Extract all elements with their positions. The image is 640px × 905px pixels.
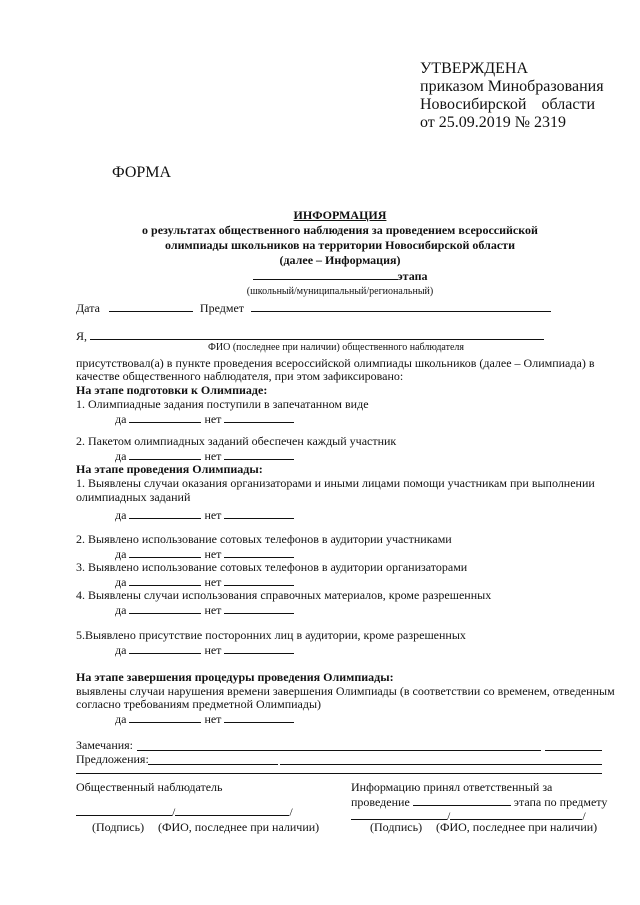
stage-hint: (школьный/муниципальный/региональный) <box>246 286 434 297</box>
prep-section-title: На этапе подготовки к Олимпиаде: <box>76 383 268 397</box>
observer-signature-title: Общественный наблюдатель <box>76 780 223 794</box>
prep-question-2: 2. Пакетом олимпиадных заданий обеспечен каждый участник <box>76 434 397 448</box>
yes-field[interactable] <box>129 448 201 460</box>
proposals-label: Предложения: <box>76 752 149 766</box>
title-line-3: олимпиады школьников на территории Новосибирской области <box>165 238 515 252</box>
observer-name-signature-field[interactable] <box>175 804 289 816</box>
no-field[interactable] <box>224 411 294 423</box>
finish-section-title: На этапе завершения процедуры проведения Олимпиады: <box>76 670 394 684</box>
i-label: Я, <box>76 329 88 343</box>
approval-region: Новосибирской области <box>420 96 595 113</box>
approval-status: УТВЕРЖДЕНА <box>420 60 529 77</box>
conduct-q1-answer: да нет <box>115 507 294 522</box>
no-field[interactable] <box>224 711 294 723</box>
receiver-signature-hint: (Подпись) <box>370 820 423 834</box>
receiver-name-field[interactable] <box>450 808 582 820</box>
proposals-field[interactable] <box>280 764 602 765</box>
conduct-q2-answer: да нет <box>115 546 294 561</box>
approval-stamp <box>420 60 604 132</box>
observer-name-hint: (ФИО, последнее при наличии) <box>158 820 320 834</box>
date-subject-row <box>76 300 551 315</box>
approval-date: от 25.09.2019 № 2319 <box>420 114 567 131</box>
conduct-question-1-line-1: 1. Выявлены случаи оказания организаторами и иными лицами помощи участникам при выполнении <box>76 476 595 490</box>
subject-field[interactable] <box>251 300 551 312</box>
intro-line-1: присутствовал(а) в пункте проведения всероссийской олимпиады школьников (далее – Олимпиада) в <box>76 356 595 370</box>
receiver-title-line-2: проведение этапа по предмету <box>351 795 608 809</box>
form-label: ФОРМА <box>112 164 172 181</box>
conduct-question-4: 4. Выявлены случаи использования справочных материалов, кроме разрешенных <box>76 588 492 602</box>
no-field[interactable] <box>224 507 294 519</box>
yes-field[interactable] <box>129 574 201 586</box>
date-label: Дата <box>76 301 100 315</box>
receiver-signature-field[interactable] <box>351 808 447 820</box>
finish-question-1-line-2: согласно требованиям предметной Олимпиады) <box>76 697 322 711</box>
no-field[interactable] <box>224 642 294 654</box>
yes-field[interactable] <box>129 507 201 519</box>
title-line-4: (далее – Информация) <box>279 253 401 267</box>
yes-field[interactable] <box>129 602 201 614</box>
yes-field[interactable] <box>129 642 201 654</box>
conduct-q3-answer: да нет <box>115 574 294 589</box>
observer-name-field[interactable] <box>90 328 544 340</box>
document-title <box>60 208 620 299</box>
receiver-signature-fields: / / <box>351 808 586 823</box>
finish-q1-answer: да нет <box>115 711 294 726</box>
date-field[interactable] <box>109 300 193 312</box>
subject-label: Предмет <box>199 301 245 315</box>
stage-name-field[interactable] <box>413 794 511 806</box>
proposals-field-line-2[interactable] <box>76 773 602 774</box>
remarks-label: Замечания: <box>76 738 134 752</box>
observer-signature-hint: (Подпись) <box>92 820 145 834</box>
conduct-question-5: 5.Выявлено присутствие посторонних лиц в аудитории, кроме разрешенных <box>76 628 466 642</box>
no-field[interactable] <box>224 546 294 558</box>
stage-field[interactable] <box>253 268 398 280</box>
observer-row <box>76 328 544 343</box>
observer-signature-fields: / / <box>76 804 293 819</box>
yes-field[interactable] <box>129 546 201 558</box>
no-field[interactable] <box>224 448 294 460</box>
receiver-title-line-1: Информацию принял ответственный за <box>351 780 553 794</box>
conduct-question-2: 2. Выявлено использование сотовых телефонов в аудитории участниками <box>76 532 452 546</box>
conduct-q4-answer: да нет <box>115 602 294 617</box>
no-field[interactable] <box>224 602 294 614</box>
observer-hint: ФИО (последнее при наличии) общественного наблюдателя <box>208 342 465 353</box>
conduct-section-title: На этапе проведения Олимпиады: <box>76 462 263 476</box>
approval-order: приказом Минобразования <box>420 78 604 95</box>
stage-line: этапа <box>60 268 620 284</box>
no-field[interactable] <box>224 574 294 586</box>
observer-signature-field[interactable] <box>76 804 172 816</box>
remarks-field[interactable] <box>137 750 541 751</box>
prep-q1-answer: да нет <box>115 411 294 426</box>
conduct-q5-answer: да нет <box>115 642 294 657</box>
prep-q2-answer: да нет <box>115 448 294 463</box>
title-line-2: о результатах общественного наблюдения за проведением всероссийской <box>142 223 538 237</box>
yes-field[interactable] <box>129 411 201 423</box>
proposals-field-start[interactable] <box>148 764 278 765</box>
conduct-question-3: 3. Выявлено использование сотовых телефонов в аудитории организаторами <box>76 560 468 574</box>
conduct-question-1-line-2: олимпиадных заданий <box>76 490 191 504</box>
intro-line-2: качестве общественного наблюдателя, при этом зафиксировано: <box>76 369 404 383</box>
receiver-name-hint: (ФИО, последнее при наличии) <box>436 820 598 834</box>
yes-field[interactable] <box>129 711 201 723</box>
remarks-field-end[interactable] <box>545 750 602 751</box>
prep-question-1: 1. Олимпиадные задания поступили в запечатанном виде <box>76 397 369 411</box>
title-heading: ИНФОРМАЦИЯ <box>293 208 387 222</box>
finish-question-1-line-1: выявлены случаи нарушения времени завершения Олимпиады (в соответствии со временем, отведенным <box>76 684 615 698</box>
